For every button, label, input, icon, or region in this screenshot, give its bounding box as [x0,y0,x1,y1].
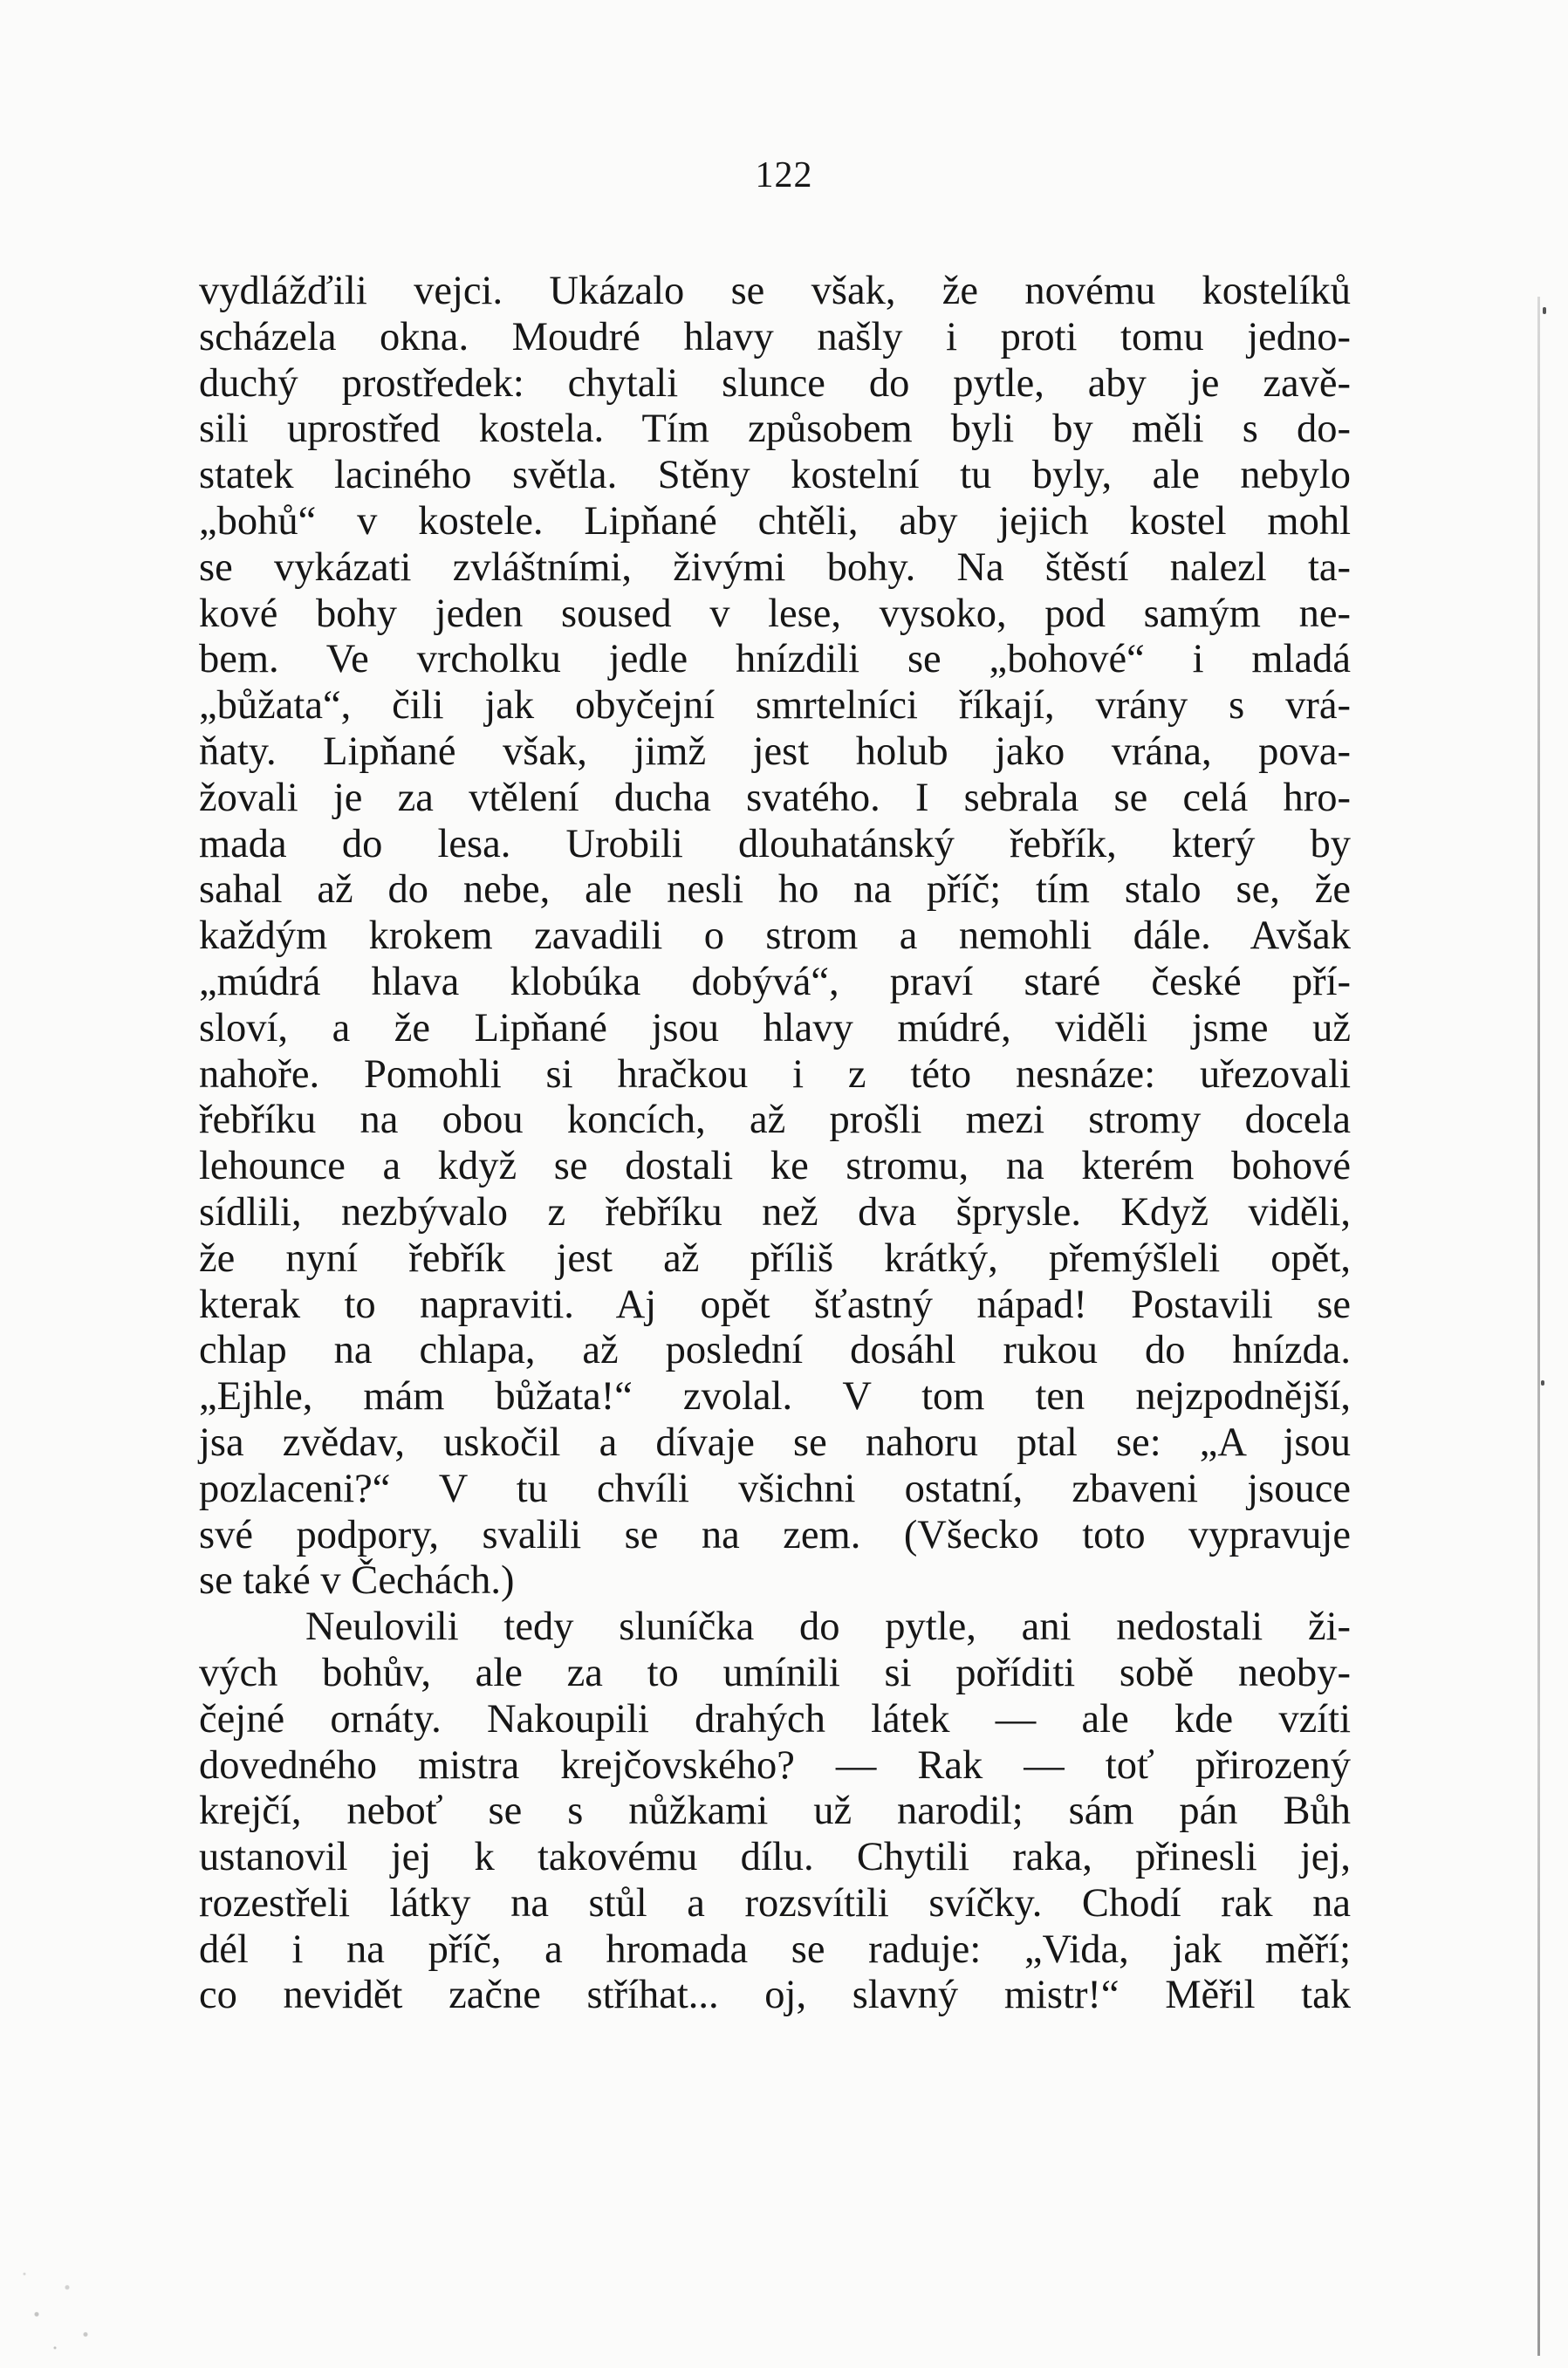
text-line: že nyní řebřík jest až příliš krátký, přemýšleli opět, [199,1235,1351,1281]
text-line: krejčí, neboť se s nůžkami už narodil; sám pán Bůh [199,1789,1351,1834]
text-line: lehounce a když se dostali ke stromu, na kterém bohové [199,1144,1351,1189]
text-line: dovedného mistra krejčovského? — Rak — toť přirozený [199,1742,1351,1788]
text-line: řebříku na obou koncích, až prošli mezi stromy docela [199,1098,1351,1143]
text-line: jsa zvědav, uskočil a dívaje se nahoru ptal se: „A jsou [199,1420,1351,1465]
text-line: „múdrá hlava klobúka dobývá“, praví staré české pří- [199,959,1351,1004]
text-line: dél i na příč, a hromada se raduje: „Vida, jak měří; [199,1927,1351,1972]
text-line: nahoře. Pomohli si hračkou i z této nesnáze: uřezovali [199,1051,1351,1097]
edge-speck [1541,1380,1544,1386]
text-line: ustanovil jej k takovému dílu. Chytili raka, přinesli jej, [199,1835,1351,1880]
text-line: sídlili, nezbývalo z řebříku než dva šprysle. Když viděli, [199,1189,1351,1235]
text-line: pozlaceni?“ V tu chvíli všichni ostatní, zbaveni jsouce [199,1466,1351,1511]
text-line: sloví, a že Lipňané jsou hlavy múdré, viděli jsme už [199,1005,1351,1051]
text-line: vých bohův, ale za to umínili si poříditi sobě neoby- [199,1650,1351,1695]
text-line: „Ejhle, mám bůžata!“ zvolal. V tom ten nejzpodnější, [199,1374,1351,1420]
text-line: své podpory, svalili se na zem. (Všecko toto vypravuje [199,1512,1351,1557]
text-line: kové bohy jeden soused v lese, vysoko, pod samým ne- [199,591,1351,636]
text-line: „bohů“ v kostele. Lipňané chtěli, aby jejich kostel mohl [199,498,1351,544]
page-edge-shadow [1537,297,1540,2356]
text-line: statek laciného světla. Stěny kostelní tu byly, ale nebylo [199,453,1351,498]
edge-speck [1543,307,1546,314]
text-line: scházela okna. Moudré hlavy našly i proti tomu jedno- [199,314,1351,359]
paragraph-last-line: se také v Čechách.) [199,1558,515,1604]
body-text [199,269,1351,2019]
text-line: sahal až do nebe, ale nesli ho na příč; tím stalo se, že [199,867,1351,913]
text-line: ňaty. Lipňané však, jimž jest holub jako vrána, pova- [199,729,1351,774]
text-line: vydlážďili vejci. Ukázalo se však, že novému kostelíků [199,269,1351,313]
text-line: chlap na chlapa, až poslední dosáhl rukou do hnízda. [199,1328,1351,1373]
text-line: žovali je za vtělení ducha svatého. I sebrala se celá hro- [199,775,1351,820]
text-line: kterak to napraviti. Aj opět šťastný nápad! Postavili se [199,1282,1351,1327]
page-number: 122 [755,155,813,195]
corner-scan-noise [0,2234,122,2368]
paragraph-first-line: Neulovili tedy sluníčka do pytle, ani nedostali ži- [305,1605,1351,1650]
text-line: čejné ornáty. Nakoupili drahých látek — ale kde vzíti [199,1696,1351,1742]
text-line: rozestřeli látky na stůl a rozsvítili svíčky. Chodí rak na [199,1880,1351,1926]
text-line: mada do lesa. Urobili dlouhatánský řebřík, který by [199,821,1351,866]
text-line: duchý prostředek: chytali slunce do pytle, aby je zavě- [199,360,1351,406]
text-line: každým krokem zavadili o strom a nemohli dále. Avšak [199,914,1351,959]
text-line: bem. Ve vrcholku jedle hnízdili se „bohové“ i mladá [199,637,1351,682]
text-line: „bůžata“, čili jak obyčejní smrtelníci říkají, vrány s vrá- [199,683,1351,729]
text-line: co nevidět začne stříhat... oj, slavný mistr!“ Měřil tak [199,1973,1351,2018]
text-line: sili uprostřed kostela. Tím způsobem byli by měli s do- [199,407,1351,452]
text-line: se vykázati zvláštními, živými bohy. Na štěstí nalezl ta- [199,544,1351,590]
